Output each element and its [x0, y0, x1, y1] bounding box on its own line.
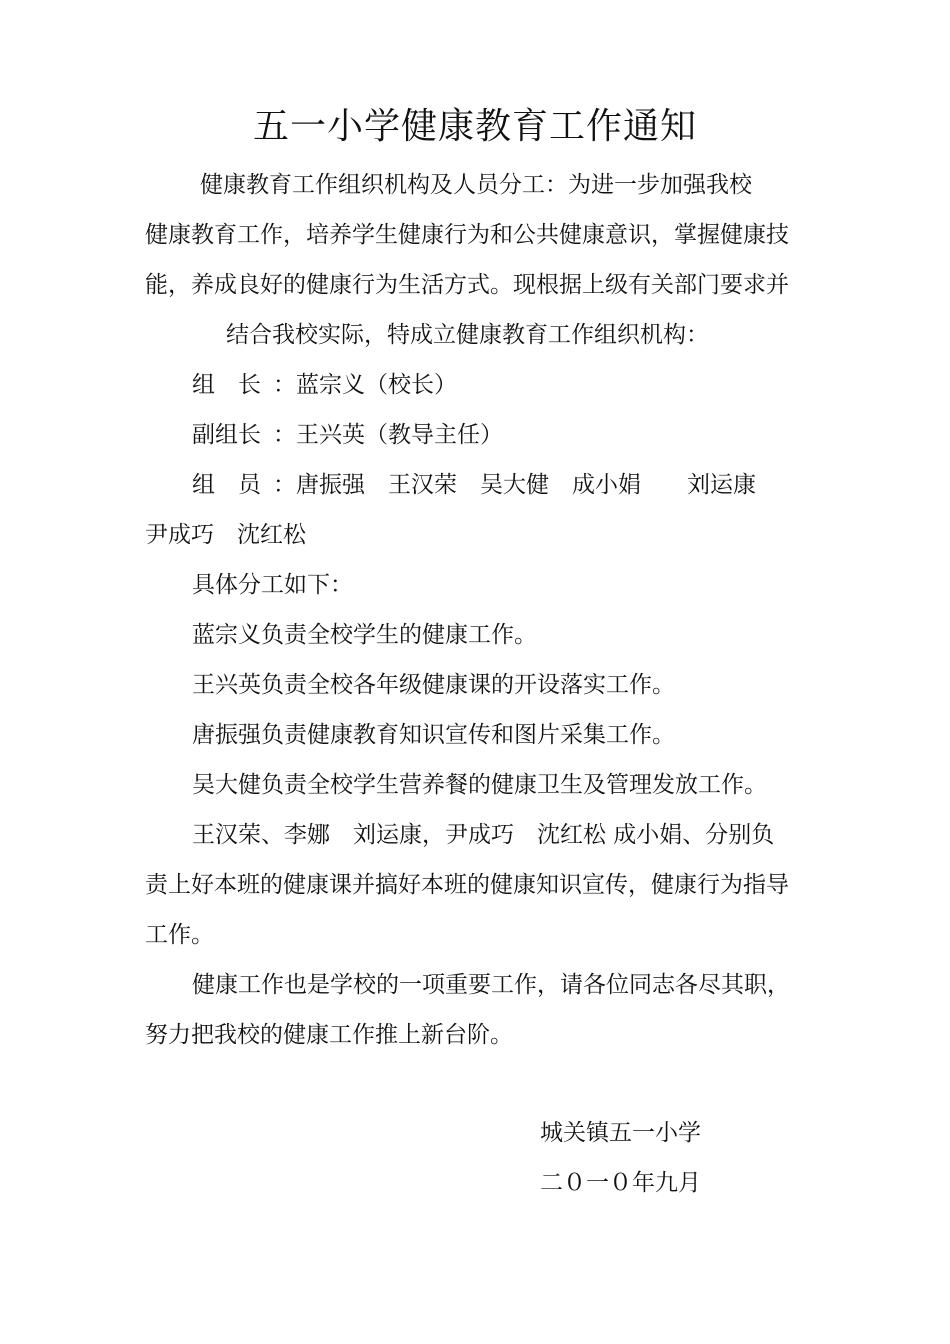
- leader-row: [192, 370, 457, 400]
- signature-date: 二０一０年九月: [540, 1170, 701, 1196]
- duty-item: 吴大健负责全校学生营养餐的健康卫生及管理发放工作。: [192, 772, 767, 798]
- closing-line-1: 健康工作也是学校的一项重要工作，请各位同志各尽其职，: [192, 972, 790, 998]
- closing-line-2: 努力把我校的健康工作推上新台阶。: [145, 1022, 513, 1048]
- teachers-duty-line-2: 责上好本班的健康课并搞好本班的健康知识宣传，健康行为指导: [145, 872, 789, 898]
- intro-line-2: 健康教育工作，培养学生健康行为和公共健康意识，掌握健康技: [145, 222, 789, 248]
- leader-value: ：蓝宗义（校长）: [273, 372, 457, 398]
- deputy-row: [192, 420, 503, 450]
- teachers-duty-line-3: 工作。: [145, 922, 214, 948]
- intro-line-1: 健康教育工作组织机构及人员分工：为进一步加强我校: [200, 172, 752, 198]
- duty-item: 唐振强负责健康教育知识宣传和图片采集工作。: [192, 722, 675, 748]
- intro-line-3: 能，养成良好的健康行为生活方式。现根据上级有关部门要求并: [145, 272, 789, 298]
- duty-item: 王兴英负责全校各年级健康课的开设落实工作。: [192, 672, 675, 698]
- members-label: 组 员: [192, 472, 261, 498]
- intro-line-4: 结合我校实际，特成立健康教育工作组织机构：: [226, 322, 709, 348]
- deputy-value: ：王兴英（教导主任）: [273, 422, 503, 448]
- page-title: 五一小学健康教育工作通知: [252, 106, 697, 147]
- deputy-label: 副组长: [192, 422, 261, 448]
- teachers-duty-line-1: 王汉荣、李娜 刘运康，尹成巧 沈红松 成小娟、分别负: [192, 822, 775, 848]
- members-value: ：唐振强 王汉荣 吴大健 成小娟 刘运康: [273, 472, 756, 498]
- duties-heading: 具体分工如下：: [192, 572, 353, 598]
- members-continued: 尹成巧 沈红松: [145, 522, 306, 548]
- members-row: [192, 470, 756, 500]
- signature-organization: 城关镇五一小学: [540, 1120, 701, 1146]
- leader-label: 组 长: [192, 372, 261, 398]
- duty-item: 蓝宗义负责全校学生的健康工作。: [192, 622, 537, 648]
